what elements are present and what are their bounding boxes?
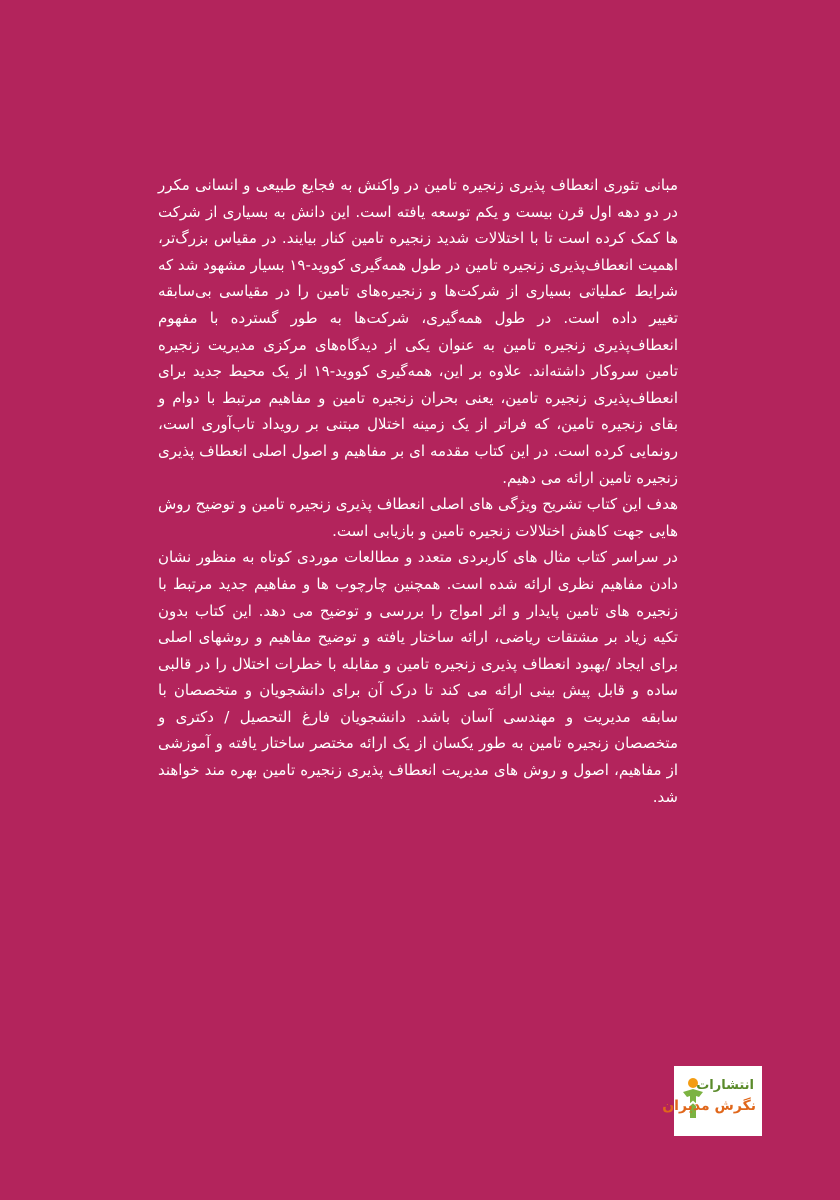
publisher-name-line-2: نگرش مدیران xyxy=(662,1098,756,1114)
description-paragraph-2: هدف این کتاب تشریح ویژگی های اصلی انعطاف پذیری زنجیره تامین و توضیح روش هایی جهت کاهش اختلالات زنجیره تامین و بازیابی است. xyxy=(158,495,678,540)
publisher-logo xyxy=(662,1066,762,1136)
publisher-name-line-1: انتشارات xyxy=(696,1078,754,1093)
book-description xyxy=(158,172,678,810)
description-paragraph-1: مبانی تئوری انعطاف پذیری زنجیره تامین در واکنش به فجایع طبیعی و انسانی مکرر در دو دهه اول قرن بیست و یکم توسعه یافته است. این دانش به بسیاری از شرکت ها کمک کرده است تا با اختلالات شدید زنجیره تامین کنار بیایند. در مقیاس بزرگ‌تر، اهمیت انعطاف‌پذیری زنجیره تامین در طول همه‌گیری کووید-۱۹ بسیار مشهود شد که شرایط عملیاتی بسیاری از شرکت‌ها و زنجیره‌های تامین را در مقیاسی بی‌سابقه تغییر داده است. در طول همه‌گیری، شرکت‌ها به طور گسترده با مفهوم انعطاف‌پذیری زنجیره تامین به عنوان یکی از دیدگاه‌های مرکزی مدیریت زنجیره تامین سروکار داشته‌اند. علاوه بر این، همه‌گیری کووید-۱۹ از یک محیط جدید برای انعطاف‌پذیری زنجیره تامین، یعنی بحران زنجیره تامین و مفاهیم مرتبط با دوام و بقای زنجیره تامین، که فراتر از یک زمینه اختلال مبتنی بر رویداد تاب‌آوری است، رونمایی کرده است. در این کتاب مقدمه ای بر مفاهیم و اصول اصلی انعطاف پذیری زنجیره تامین ارائه می دهیم. xyxy=(157,176,679,487)
description-paragraph-3: در سراسر کتاب مثال های کاربردی متعدد و مطالعات موردی کوتاه به منظور نشان دادن مفاهیم نظری ارائه شده است. همچنین چارچوب ها و مفاهیم جدید مرتبط با زنجیره های تامین پایدار و اثر امواج را بررسی و توضیح می دهد. این کتاب بدون تکیه زیاد بر مشتقات ریاضی، ارائه ساختار یافته و توضیح مفاهیم و روشهای اصلی برای ایجاد /بهبود انعطاف پذیری زنجیره تامین و مقابله با خطرات اختلال را در قالبی ساده و قابل پیش بینی ارائه می کند تا درک آن برای دانشجویان و متخصصان با سابقه مدیریت و مهندسی آسان باشد. دانشجویان فارغ التحصیل / دکتری و متخصصان زنجیره تامین به طور یکسان از یک ارائه مختصر ساختار یافته و آموزشی از مفاهیم، اصول و روش های مدیریت انعطاف پذیری زنجیره تامین بهره مند خواهند شد. xyxy=(158,548,678,806)
